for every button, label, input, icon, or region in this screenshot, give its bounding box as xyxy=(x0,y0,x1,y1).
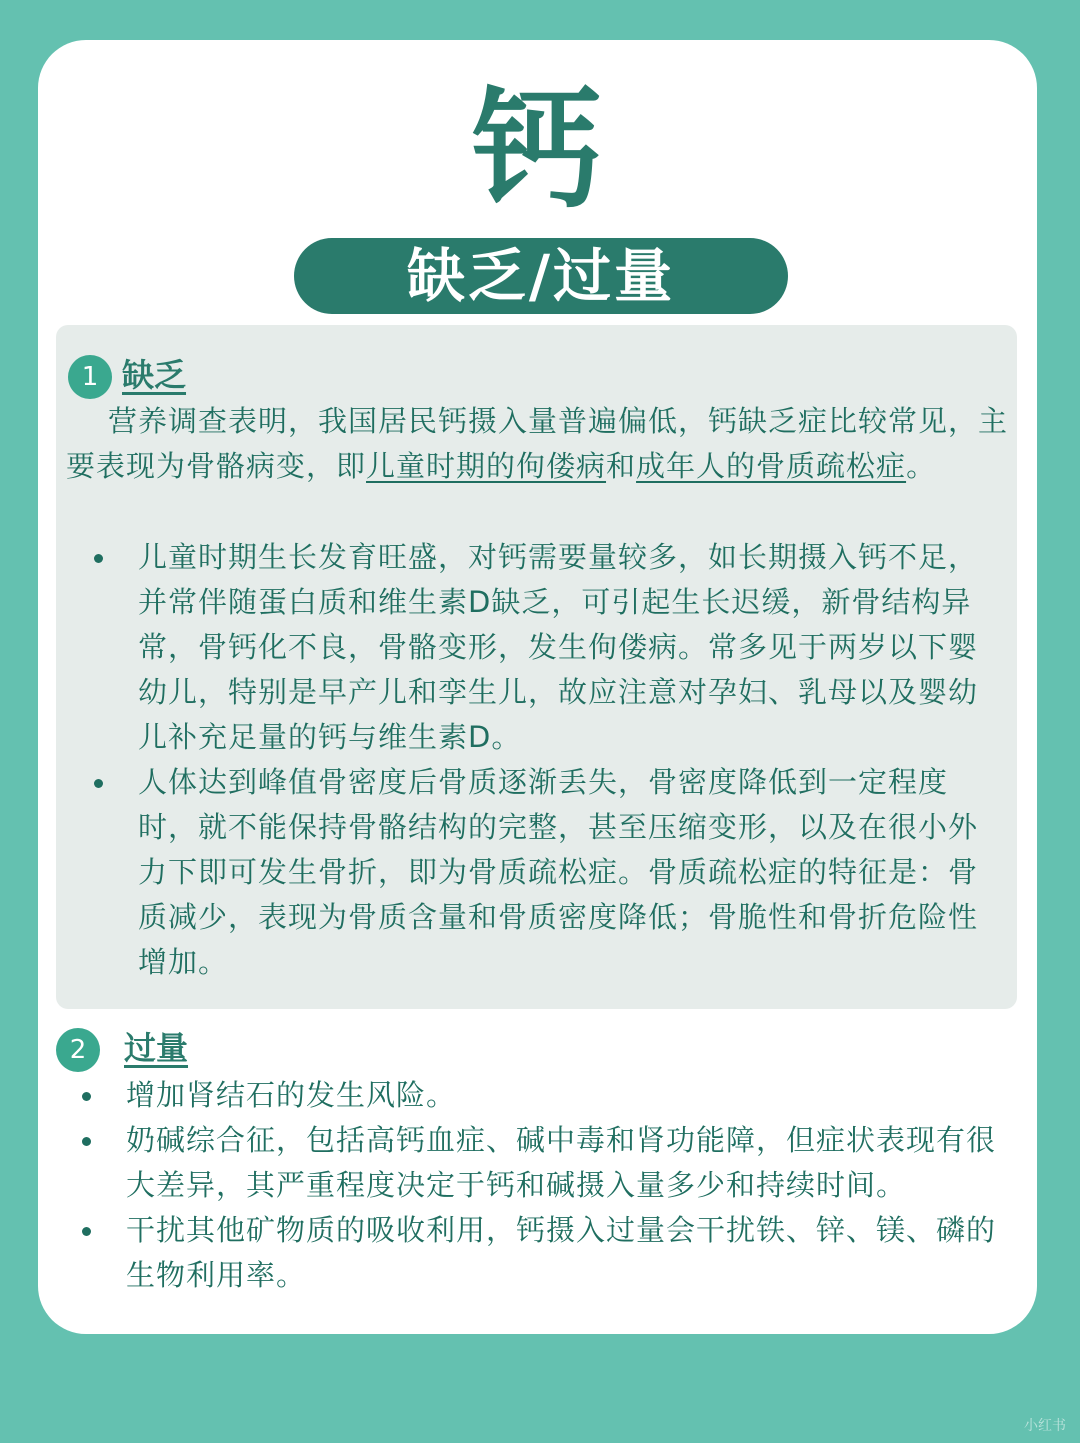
deficiency-section xyxy=(56,325,1017,1009)
intro-text: 和 xyxy=(606,449,637,483)
list-item: 儿童时期生长发育旺盛，对钙需要量较多，如长期摄入钙不足，并常伴随蛋白质和维生素D缺乏，可引起生长迟缓，新骨结构异常，骨钙化不良，骨骼变形，发生佝偻病。常多见于两岁以下婴幼儿，特别是早产儿和孪生儿，故应注意对孕妇、乳母以及婴幼儿补充足量的钙与维生素D。 xyxy=(94,535,1004,760)
page-title: 钙 xyxy=(471,74,604,226)
intro-text: 。 xyxy=(906,449,937,483)
section-number-badge: 1 xyxy=(68,355,112,399)
section-heading: 过量 xyxy=(124,1029,189,1067)
deficiency-bullet-list xyxy=(94,535,1004,985)
content-card xyxy=(38,40,1037,1334)
list-item: 人体达到峰值骨密度后骨质逐渐丢失，骨密度降低到一定程度时，就不能保持骨骼结构的完整，甚至压缩变形，以及在很小外力下即可发生骨折，即为骨质疏松症。骨质疏松症的特征是：骨质减少，表现为骨质含量和骨质密度降低；骨脆性和骨折危险性增加。 xyxy=(94,760,1004,985)
intro-paragraph xyxy=(66,399,1011,489)
section-number-badge: 2 xyxy=(56,1028,100,1072)
list-item: 干扰其他矿物质的吸收利用，钙摄入过量会干扰铁、锌、镁、磷的生物利用率。 xyxy=(82,1208,1022,1298)
intro-text: 营养调查表明，我国居民钙摄入量普遍偏低，钙缺乏症比较常见，主要表现为骨骼病变，即 xyxy=(66,404,1009,483)
excess-bullet-list xyxy=(82,1073,1022,1298)
subtitle-pill: 缺乏/过量 xyxy=(294,238,788,314)
watermark: 小红书 xyxy=(1024,1418,1066,1434)
list-item: 增加肾结石的发生风险。 xyxy=(82,1073,1022,1118)
underlined-term: 成年人的骨质疏松症 xyxy=(636,449,907,483)
list-item: 奶碱综合征，包括高钙血症、碱中毒和肾功能障，但症状表现有很大差异，其严重程度决定于钙和碱摄入量多少和持续时间。 xyxy=(82,1118,1022,1208)
section-heading: 缺乏 xyxy=(122,356,187,394)
underlined-term: 儿童时期的佝偻病 xyxy=(366,449,607,483)
